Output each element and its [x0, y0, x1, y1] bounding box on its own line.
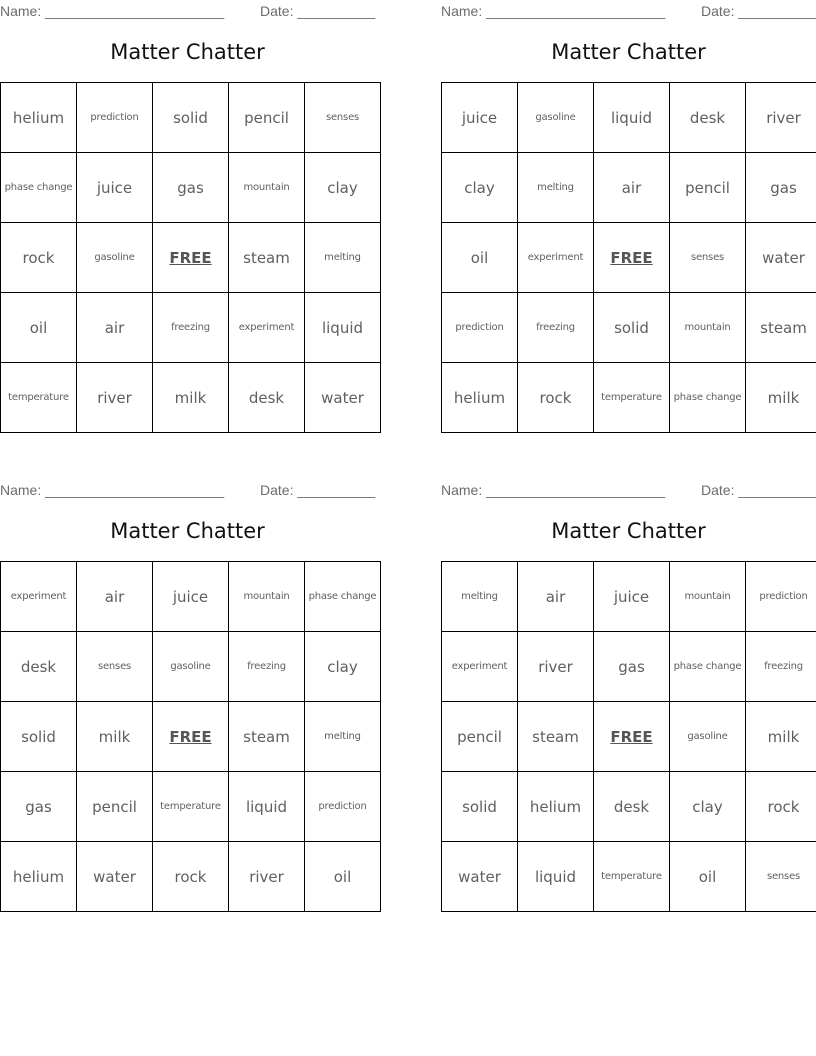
grid-row [442, 293, 816, 363]
bingo-cell[interactable]: milk [746, 702, 816, 772]
bingo-cell[interactable]: oil [305, 842, 381, 912]
bingo-cell[interactable]: river [746, 83, 816, 153]
bingo-cell[interactable]: gasoline [77, 223, 153, 293]
name-field-label: Name: _______________________ [441, 3, 666, 19]
bingo-cell[interactable]: juice [442, 83, 518, 153]
bingo-cell[interactable]: solid [153, 83, 229, 153]
free-space-cell[interactable]: FREE [594, 223, 670, 293]
bingo-cell[interactable]: phase change [670, 632, 746, 702]
grid-row [442, 562, 816, 632]
grid-row [1, 772, 381, 842]
bingo-cell[interactable]: experiment [518, 223, 594, 293]
bingo-cell[interactable]: mountain [670, 562, 746, 632]
grid-row [442, 223, 816, 293]
bingo-cell[interactable]: solid [1, 702, 77, 772]
bingo-cell[interactable]: gas [594, 632, 670, 702]
bingo-cell[interactable]: helium [442, 363, 518, 433]
bingo-cell[interactable]: pencil [670, 153, 746, 223]
bingo-cell[interactable]: air [518, 562, 594, 632]
bingo-cell[interactable]: milk [746, 363, 816, 433]
bingo-cell[interactable]: clay [670, 772, 746, 842]
bingo-cell[interactable]: senses [305, 83, 381, 153]
bingo-cell[interactable]: phase change [1, 153, 77, 223]
bingo-cell[interactable]: pencil [442, 702, 518, 772]
bingo-cell[interactable]: solid [442, 772, 518, 842]
bingo-cell[interactable]: desk [594, 772, 670, 842]
grid-row [442, 702, 816, 772]
bingo-cell[interactable]: melting [518, 153, 594, 223]
name-field-label: Name: _______________________ [441, 482, 666, 498]
bingo-cell[interactable]: desk [670, 83, 746, 153]
bingo-cell[interactable]: phase change [670, 363, 746, 433]
card-header [0, 482, 375, 498]
bingo-cell[interactable]: rock [746, 772, 816, 842]
bingo-cell[interactable]: senses [746, 842, 816, 912]
bingo-cell[interactable]: steam [229, 702, 305, 772]
grid-row [1, 562, 381, 632]
bingo-cell[interactable]: desk [1, 632, 77, 702]
card-header [441, 3, 816, 19]
bingo-cell[interactable]: water [746, 223, 816, 293]
name-field-label: Name: _______________________ [0, 3, 225, 19]
free-space-cell[interactable]: FREE [594, 702, 670, 772]
date-field-label: Date: __________ [701, 482, 816, 498]
bingo-cell[interactable]: juice [77, 153, 153, 223]
bingo-cell[interactable]: water [442, 842, 518, 912]
grid-row [442, 83, 816, 153]
grid-row [442, 632, 816, 702]
card-title: Matter Chatter [110, 40, 265, 64]
bingo-cell[interactable]: helium [518, 772, 594, 842]
bingo-cell[interactable]: oil [670, 842, 746, 912]
bingo-cell[interactable]: mountain [670, 293, 746, 363]
date-field-label: Date: __________ [260, 482, 376, 498]
bingo-cell[interactable]: gas [746, 153, 816, 223]
bingo-cell[interactable]: temperature [594, 363, 670, 433]
bingo-grid [0, 82, 381, 433]
bingo-grid [0, 561, 381, 912]
bingo-cell[interactable]: river [77, 363, 153, 433]
grid-row [1, 293, 381, 363]
bingo-cell[interactable]: helium [1, 842, 77, 912]
bingo-cell[interactable]: steam [229, 223, 305, 293]
bingo-cell[interactable]: juice [153, 562, 229, 632]
bingo-cell[interactable]: prediction [305, 772, 381, 842]
bingo-cell[interactable]: phase change [305, 562, 381, 632]
bingo-cell[interactable]: prediction [442, 293, 518, 363]
bingo-cell[interactable]: freezing [518, 293, 594, 363]
bingo-cell[interactable]: rock [518, 363, 594, 433]
bingo-cell[interactable]: rock [1, 223, 77, 293]
bingo-cell[interactable]: melting [442, 562, 518, 632]
bingo-cell[interactable]: water [77, 842, 153, 912]
bingo-cell[interactable]: juice [594, 562, 670, 632]
bingo-cell[interactable]: air [594, 153, 670, 223]
card-header [0, 3, 375, 19]
bingo-cell[interactable]: temperature [1, 363, 77, 433]
grid-row [442, 363, 816, 433]
card-title: Matter Chatter [110, 519, 265, 543]
bingo-cell[interactable]: milk [77, 702, 153, 772]
bingo-cell[interactable]: desk [229, 363, 305, 433]
free-space-cell[interactable]: FREE [153, 702, 229, 772]
bingo-cell[interactable]: freezing [229, 632, 305, 702]
name-field-label: Name: _______________________ [0, 482, 225, 498]
grid-row [1, 842, 381, 912]
bingo-cell[interactable]: milk [153, 363, 229, 433]
bingo-grid [441, 82, 816, 433]
grid-row [1, 363, 381, 433]
bingo-cell[interactable]: clay [305, 632, 381, 702]
bingo-cell[interactable]: pencil [77, 772, 153, 842]
bingo-cell[interactable]: senses [77, 632, 153, 702]
bingo-cell[interactable]: river [518, 632, 594, 702]
bingo-cell[interactable]: gas [153, 153, 229, 223]
bingo-cell[interactable]: steam [518, 702, 594, 772]
bingo-cell[interactable]: melting [305, 223, 381, 293]
grid-row [1, 632, 381, 702]
grid-row [1, 702, 381, 772]
free-space-cell[interactable]: FREE [153, 223, 229, 293]
date-field-label: Date: __________ [701, 3, 816, 19]
bingo-cell[interactable]: air [77, 293, 153, 363]
grid-row [442, 842, 816, 912]
bingo-cell[interactable]: temperature [153, 772, 229, 842]
bingo-cell[interactable]: melting [305, 702, 381, 772]
card-title: Matter Chatter [551, 40, 706, 64]
bingo-cell[interactable]: helium [1, 83, 77, 153]
bingo-cell[interactable]: mountain [229, 562, 305, 632]
bingo-cell[interactable]: experiment [442, 632, 518, 702]
bingo-grid [441, 561, 816, 912]
date-field-label: Date: __________ [260, 3, 376, 19]
grid-row [1, 83, 381, 153]
card-title: Matter Chatter [551, 519, 706, 543]
bingo-cell[interactable]: oil [1, 293, 77, 363]
grid-row [442, 153, 816, 223]
bingo-cell[interactable]: experiment [1, 562, 77, 632]
bingo-cell[interactable]: senses [670, 223, 746, 293]
grid-row [1, 223, 381, 293]
grid-row [1, 153, 381, 223]
bingo-cell[interactable]: water [305, 363, 381, 433]
bingo-cell[interactable]: solid [594, 293, 670, 363]
bingo-cell[interactable]: freezing [153, 293, 229, 363]
bingo-cell[interactable]: rock [153, 842, 229, 912]
bingo-cell[interactable]: clay [305, 153, 381, 223]
grid-row [442, 772, 816, 842]
bingo-cell[interactable]: liquid [229, 772, 305, 842]
bingo-cell[interactable]: liquid [594, 83, 670, 153]
bingo-cell[interactable]: gasoline [153, 632, 229, 702]
bingo-cell[interactable]: steam [746, 293, 816, 363]
bingo-cell[interactable]: mountain [229, 153, 305, 223]
bingo-cell[interactable]: gasoline [518, 83, 594, 153]
bingo-cell[interactable]: temperature [594, 842, 670, 912]
bingo-cell[interactable]: prediction [77, 83, 153, 153]
bingo-cell[interactable]: clay [442, 153, 518, 223]
bingo-cell[interactable]: liquid [518, 842, 594, 912]
bingo-cell[interactable]: river [229, 842, 305, 912]
bingo-cell[interactable]: freezing [746, 632, 816, 702]
bingo-cell[interactable]: experiment [229, 293, 305, 363]
bingo-cell[interactable]: air [77, 562, 153, 632]
bingo-cell[interactable]: pencil [229, 83, 305, 153]
bingo-cell[interactable]: gasoline [670, 702, 746, 772]
bingo-cell[interactable]: liquid [305, 293, 381, 363]
bingo-cell[interactable]: oil [442, 223, 518, 293]
card-header [441, 482, 816, 498]
bingo-cell[interactable]: gas [1, 772, 77, 842]
bingo-cell[interactable]: prediction [746, 562, 816, 632]
